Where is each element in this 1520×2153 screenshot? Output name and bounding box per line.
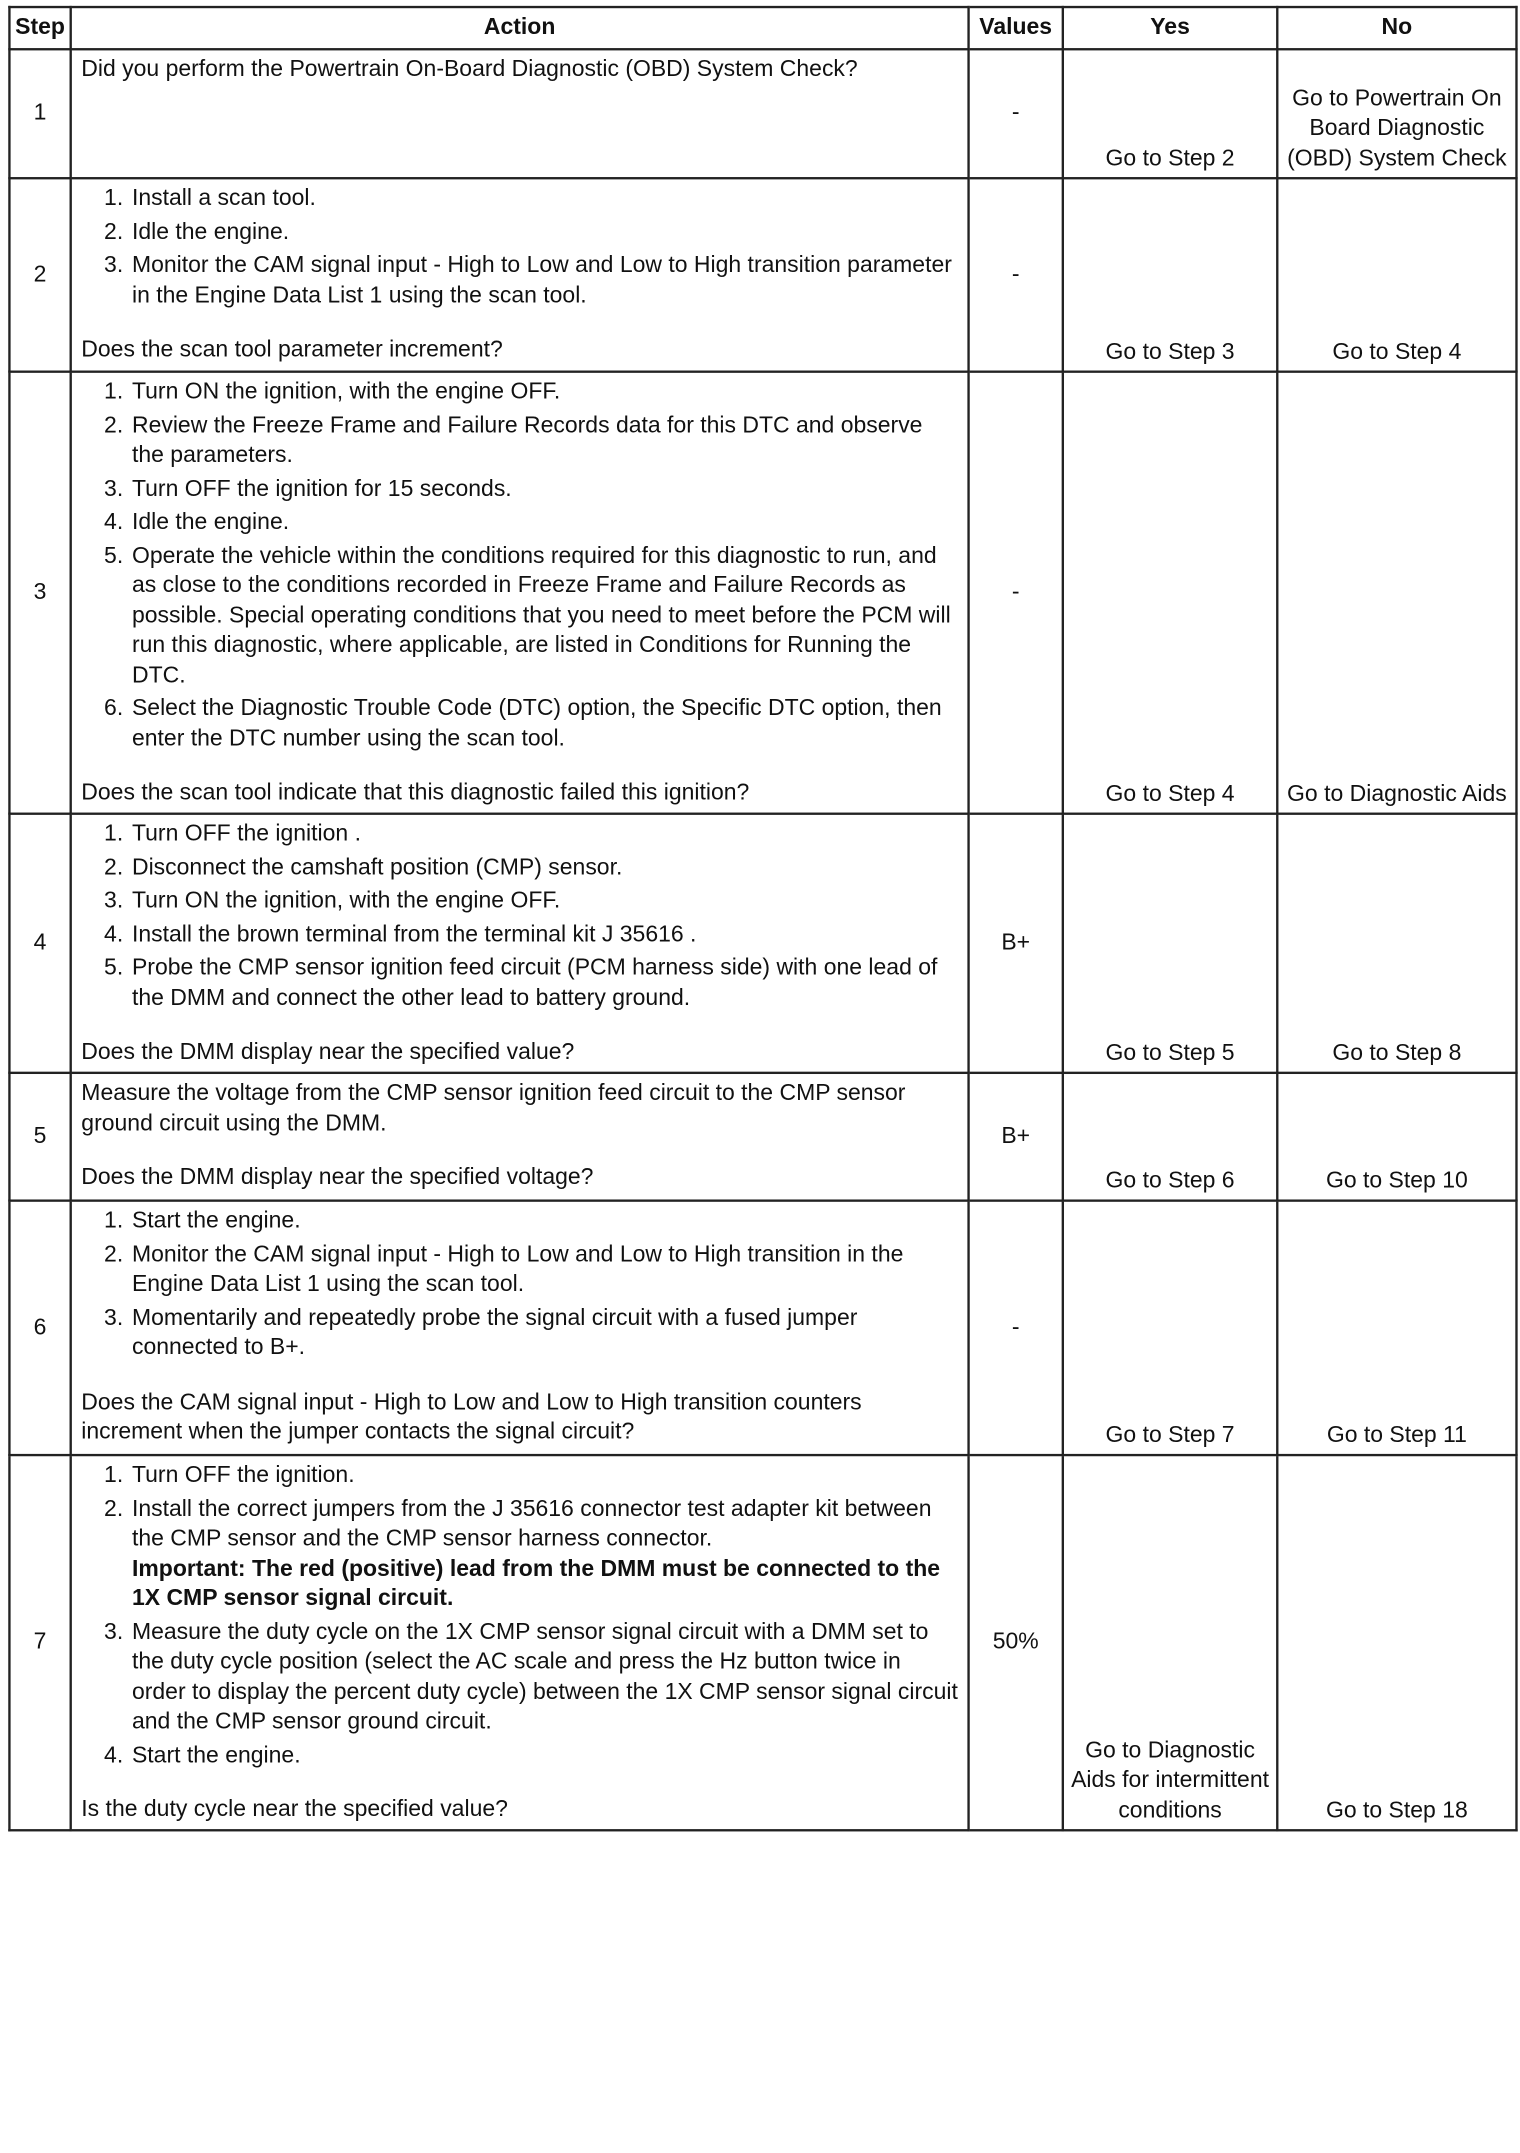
question-text: Does the scan tool indicate that this diagnostic failed this ignition? — [81, 779, 750, 806]
instruction-item: 3. Turn ON the ignition, with the engine OFF. — [130, 886, 961, 916]
instruction-text: Install the correct jumpers from the J 35616 connector test adapter kit between the CMP sensor and the CMP sensor harness connector. — [131, 1495, 932, 1552]
important-note: Important: The red (positive) lead from the DMM must be connected to the 1X CMP sensor signal circuit. — [131, 1555, 941, 1612]
instruction-item: 3. Turn OFF the ignition for 15 seconds. — [130, 474, 961, 504]
action-cell — [71, 372, 969, 814]
value-cell: B+ — [969, 814, 1063, 1073]
action-cell — [71, 49, 969, 178]
question-text: Is the duty cycle near the specified value? — [81, 1796, 508, 1823]
instruction-item: 1. Turn OFF the ignition . — [130, 820, 961, 850]
table-row — [9, 1073, 1516, 1201]
instruction-list — [81, 378, 960, 754]
value-cell: - — [969, 49, 1063, 178]
action-text: Measure the voltage from the CMP sensor ignition feed circuit to the CMP sensor ground circuit using the DMM. — [81, 1079, 906, 1136]
table-row — [9, 1455, 1516, 1830]
yes-cell: Go to Diagnostic Aids for intermittent conditions — [1063, 1455, 1277, 1830]
instruction-item: 2. Review the Freeze Frame and Failure Records data for this DTC and observe the parameters. — [130, 411, 961, 471]
no-cell: Go to Powertrain On Board Diagnostic (OBD) System Check — [1277, 49, 1516, 178]
instruction-item: 1. Start the engine. — [130, 1207, 961, 1237]
action-cell — [71, 1455, 969, 1830]
yes-cell: Go to Step 2 — [1063, 49, 1277, 178]
instruction-item: 2. Disconnect the camshaft position (CMP) sensor. — [130, 853, 961, 883]
step-number: 7 — [9, 1455, 70, 1830]
instruction-item: 4. Idle the engine. — [130, 508, 961, 538]
instruction-list — [81, 184, 960, 311]
instruction-item: 4. Install the brown terminal from the terminal kit J 35616 . — [130, 920, 961, 950]
instruction-item: 2. Idle the engine. — [130, 217, 961, 247]
action-cell — [71, 1201, 969, 1455]
instruction-list — [81, 820, 960, 1013]
question-text: Does the DMM display near the specified voltage? — [81, 1164, 594, 1191]
value-cell: - — [969, 178, 1063, 371]
step-number: 2 — [9, 178, 70, 371]
question-text: Does the CAM signal input - High to Low and Low to High transition counters increment when the jumper contacts the signal circuit? — [81, 1388, 862, 1445]
yes-cell: Go to Step 4 — [1063, 372, 1277, 814]
no-cell: Go to Step 11 — [1277, 1201, 1516, 1455]
header-row — [9, 7, 1516, 49]
value-cell: 50% — [969, 1455, 1063, 1830]
instruction-item: 3. Measure the duty cycle on the 1X CMP sensor signal circuit with a DMM set to the duty cycle position (select the AC scale and press the Hz button twice in order to display the percent duty cycle) between the 1X CMP sensor signal circuit and the CMP sensor ground circuit. — [130, 1617, 961, 1737]
header-values: Values — [969, 7, 1063, 49]
table-row — [9, 178, 1516, 371]
value-cell: B+ — [969, 1073, 1063, 1201]
step-number: 6 — [9, 1201, 70, 1455]
question-text: Does the scan tool parameter increment? — [81, 336, 503, 363]
yes-cell: Go to Step 5 — [1063, 814, 1277, 1073]
instruction-item: 1. Turn ON the ignition, with the engine OFF. — [130, 378, 961, 408]
table-row — [9, 814, 1516, 1073]
header-step: Step — [9, 7, 70, 49]
yes-cell: Go to Step 3 — [1063, 178, 1277, 371]
instruction-item: 6. Select the Diagnostic Trouble Code (DTC) option, the Specific DTC option, then enter the DTC number using the scan tool. — [130, 694, 961, 754]
step-number: 3 — [9, 372, 70, 814]
instruction-item: 5. Operate the vehicle within the conditions required for this diagnostic to run, and as close to the conditions recorded in Freeze Frame and Failure Records as possible. Special operating conditions that you need to meet before the PCM will run this diagnostic, where applicable, are listed in Conditions for Running the DTC. — [130, 541, 961, 690]
table-row — [9, 1201, 1516, 1455]
instruction-item: 2. Monitor the CAM signal input - High to Low and Low to High transition in the Engine Data List 1 using the scan tool. — [130, 1240, 961, 1300]
step-number: 1 — [9, 49, 70, 178]
no-cell: Go to Step 18 — [1277, 1455, 1516, 1830]
instruction-item: 5. Probe the CMP sensor ignition feed circuit (PCM harness side) with one lead of the DMM and connect the other lead to battery ground. — [130, 953, 961, 1013]
value-cell: - — [969, 372, 1063, 814]
step-number: 5 — [9, 1073, 70, 1201]
header-no: No — [1277, 7, 1516, 49]
table-row — [9, 49, 1516, 178]
instruction-item: 3. Monitor the CAM signal input - High to Low and Low to High transition parameter in the Engine Data List 1 using the scan tool. — [130, 251, 961, 311]
action-text: Did you perform the Powertrain On-Board Diagnostic (OBD) System Check? — [81, 56, 858, 83]
action-cell — [71, 1073, 969, 1201]
instruction-item: 1. Install a scan tool. — [130, 184, 961, 214]
instruction-item: 3. Momentarily and repeatedly probe the signal circuit with a fused jumper connected to B+. — [130, 1303, 961, 1363]
yes-cell: Go to Step 6 — [1063, 1073, 1277, 1201]
instruction-item: 1. Turn OFF the ignition. — [130, 1461, 961, 1491]
instruction-list — [81, 1207, 960, 1364]
table-row — [9, 372, 1516, 814]
instruction-item — [130, 1494, 961, 1614]
instruction-list — [81, 1461, 960, 1771]
no-cell: Go to Step 8 — [1277, 814, 1516, 1073]
diagnostic-table — [8, 6, 1517, 1832]
value-cell: - — [969, 1201, 1063, 1455]
step-number: 4 — [9, 814, 70, 1073]
instruction-item: 4. Start the engine. — [130, 1741, 961, 1771]
action-cell — [71, 814, 969, 1073]
no-cell: Go to Diagnostic Aids — [1277, 372, 1516, 814]
header-action: Action — [71, 7, 969, 49]
header-yes: Yes — [1063, 7, 1277, 49]
yes-cell: Go to Step 7 — [1063, 1201, 1277, 1455]
no-cell: Go to Step 4 — [1277, 178, 1516, 371]
action-cell — [71, 178, 969, 371]
no-cell: Go to Step 10 — [1277, 1073, 1516, 1201]
question-text: Does the DMM display near the specified value? — [81, 1038, 575, 1065]
